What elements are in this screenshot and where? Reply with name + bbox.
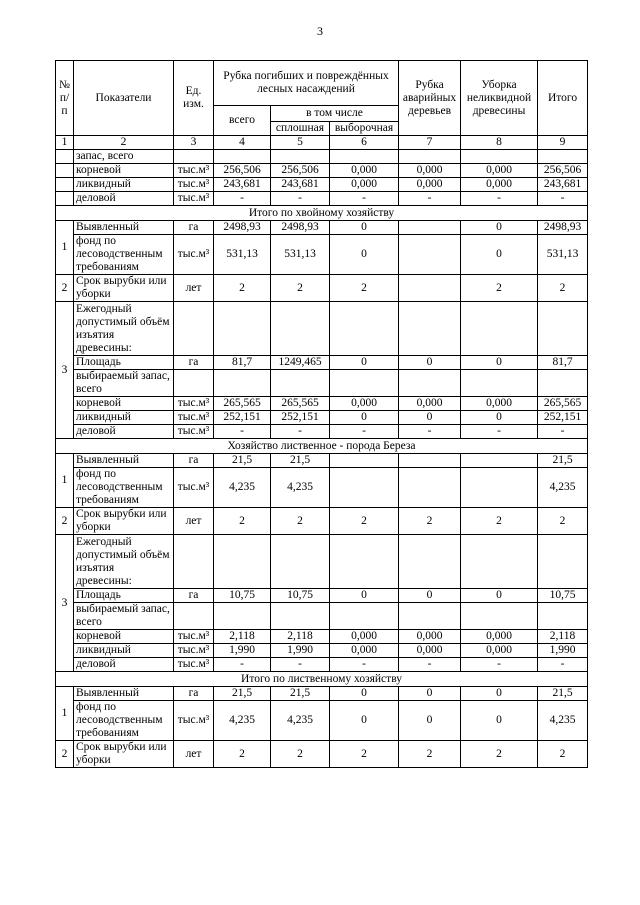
- value-cell: 1,990: [538, 644, 588, 658]
- empty-cell: [214, 603, 271, 630]
- value-cell: 81,7: [538, 356, 588, 370]
- value-cell: 2: [271, 741, 330, 768]
- value-cell: 4,235: [538, 701, 588, 741]
- unit-cell: га: [174, 589, 214, 603]
- row-number: 1: [56, 221, 74, 275]
- table-row: [56, 508, 588, 535]
- header-felling-group: Рубка погибших и повреждённых лесных насаждений: [214, 61, 399, 106]
- indicator-label: выбираемый запас, всего: [74, 603, 174, 630]
- value-cell: 0: [461, 235, 538, 275]
- value-cell: 2: [214, 508, 271, 535]
- empty-cell: [214, 370, 271, 397]
- header-num: № п/п: [56, 61, 74, 136]
- value-cell: 243,681: [271, 178, 330, 192]
- unit-cell: тыс.м³: [174, 192, 214, 206]
- value-cell: 10,75: [538, 589, 588, 603]
- table-row: [56, 356, 588, 370]
- empty-cell: [214, 150, 271, 164]
- empty-cell: [330, 150, 399, 164]
- col-number: 7: [399, 136, 461, 150]
- table-row: [56, 221, 588, 235]
- value-cell: 4,235: [214, 701, 271, 741]
- empty-cell: [330, 535, 399, 589]
- value-cell: 0: [461, 589, 538, 603]
- value-cell: 4,235: [538, 468, 588, 508]
- header-emergency: Рубка аварийных деревьев: [399, 61, 461, 136]
- value-cell: 0: [399, 356, 461, 370]
- value-cell: [461, 454, 538, 468]
- empty-cell: [56, 192, 74, 206]
- value-cell: 4,235: [271, 701, 330, 741]
- indicator-label: ликвидный: [74, 178, 174, 192]
- indicator-label: Срок вырубки или уборки: [74, 275, 174, 302]
- value-cell: -: [538, 192, 588, 206]
- value-cell: -: [461, 192, 538, 206]
- table-row: [56, 658, 588, 672]
- value-cell: -: [538, 425, 588, 439]
- value-cell: 10,75: [271, 589, 330, 603]
- value-cell: 0: [461, 687, 538, 701]
- indicator-label: корневой: [74, 397, 174, 411]
- value-cell: -: [461, 425, 538, 439]
- empty-cell: [399, 150, 461, 164]
- value-cell: 243,681: [538, 178, 588, 192]
- value-cell: 2: [461, 275, 538, 302]
- empty-cell: [399, 535, 461, 589]
- value-cell: 2: [461, 508, 538, 535]
- indicator-label: деловой: [74, 192, 174, 206]
- value-cell: 531,13: [538, 235, 588, 275]
- table-row: [56, 370, 588, 397]
- value-cell: 4,235: [214, 468, 271, 508]
- indicator-label: Ежегодный допустимый объём изъятия древесины:: [74, 535, 174, 589]
- indicator-label: Срок вырубки или уборки: [74, 741, 174, 768]
- table-row: [56, 630, 588, 644]
- value-cell: 2: [461, 741, 538, 768]
- value-cell: 0,000: [399, 178, 461, 192]
- value-cell: 0: [330, 235, 399, 275]
- section-title: Итого по лиственному хозяйству: [56, 672, 588, 687]
- unit-cell: лет: [174, 275, 214, 302]
- header-unit: Ед. изм.: [174, 61, 214, 136]
- unit-cell: тыс.м³: [174, 425, 214, 439]
- empty-cell: [271, 603, 330, 630]
- value-cell: -: [271, 192, 330, 206]
- table-row: [56, 411, 588, 425]
- forest-felling-table: [55, 60, 588, 768]
- value-cell: 21,5: [271, 687, 330, 701]
- unit-cell: га: [174, 687, 214, 701]
- value-cell: 0,000: [461, 630, 538, 644]
- value-cell: 0: [461, 411, 538, 425]
- indicator-label: Площадь: [74, 589, 174, 603]
- value-cell: 2: [538, 741, 588, 768]
- value-cell: 252,151: [538, 411, 588, 425]
- value-cell: 252,151: [214, 411, 271, 425]
- header-itogo: Итого: [538, 61, 588, 136]
- value-cell: 2: [330, 741, 399, 768]
- row-number: 1: [56, 687, 74, 741]
- value-cell: 256,506: [271, 164, 330, 178]
- empty-cell: [461, 370, 538, 397]
- value-cell: 0: [399, 411, 461, 425]
- empty-cell: [399, 302, 461, 356]
- row-number: 1: [56, 454, 74, 508]
- table-row: [56, 178, 588, 192]
- value-cell: 10,75: [214, 589, 271, 603]
- value-cell: [330, 454, 399, 468]
- header-incl: в том числе: [271, 106, 399, 122]
- section-title: Хозяйство лиственное - порода Береза: [56, 439, 588, 454]
- value-cell: -: [214, 658, 271, 672]
- indicator-label: ликвидный: [74, 411, 174, 425]
- empty-cell: [271, 370, 330, 397]
- empty-cell: [538, 535, 588, 589]
- unit-cell: тыс.м³: [174, 164, 214, 178]
- table-row: [56, 701, 588, 741]
- value-cell: 0: [461, 356, 538, 370]
- value-cell: 2: [330, 275, 399, 302]
- value-cell: 243,681: [214, 178, 271, 192]
- value-cell: 21,5: [538, 687, 588, 701]
- indicator-label: выбираемый запас, всего: [74, 370, 174, 397]
- empty-cell: [56, 164, 74, 178]
- value-cell: 1,990: [214, 644, 271, 658]
- value-cell: 0,000: [330, 397, 399, 411]
- value-cell: -: [271, 425, 330, 439]
- value-cell: 2: [399, 741, 461, 768]
- value-cell: 4,235: [271, 468, 330, 508]
- unit-cell: тыс.м³: [174, 701, 214, 741]
- value-cell: 21,5: [271, 454, 330, 468]
- indicator-label: Выявленный: [74, 454, 174, 468]
- header-total: всего: [214, 106, 271, 136]
- table-row: [56, 206, 588, 221]
- empty-cell: [271, 302, 330, 356]
- value-cell: [399, 454, 461, 468]
- value-cell: 0: [330, 589, 399, 603]
- indicator-label: Выявленный: [74, 221, 174, 235]
- indicator-label: ликвидный: [74, 644, 174, 658]
- unit-cell: га: [174, 454, 214, 468]
- header-solid: сплошная: [271, 122, 330, 136]
- value-cell: 21,5: [538, 454, 588, 468]
- table-row: [56, 397, 588, 411]
- table-row: [56, 302, 588, 356]
- value-cell: 265,565: [538, 397, 588, 411]
- value-cell: 265,565: [271, 397, 330, 411]
- empty-cell: [399, 603, 461, 630]
- table-row: [56, 454, 588, 468]
- value-cell: 265,565: [214, 397, 271, 411]
- unit-cell: тыс.м³: [174, 397, 214, 411]
- value-cell: 0: [330, 687, 399, 701]
- empty-cell: [174, 370, 214, 397]
- value-cell: 0,000: [461, 178, 538, 192]
- value-cell: 256,506: [214, 164, 271, 178]
- value-cell: 1,990: [271, 644, 330, 658]
- value-cell: [399, 221, 461, 235]
- value-cell: 2498,93: [214, 221, 271, 235]
- col-number: 2: [74, 136, 174, 150]
- unit-cell: тыс.м³: [174, 630, 214, 644]
- value-cell: 256,506: [538, 164, 588, 178]
- row-number: 2: [56, 508, 74, 535]
- empty-cell: [330, 603, 399, 630]
- table-row: [56, 687, 588, 701]
- value-cell: -: [271, 658, 330, 672]
- value-cell: 531,13: [214, 235, 271, 275]
- empty-cell: [271, 535, 330, 589]
- row-number: 3: [56, 302, 74, 439]
- col-number: 8: [461, 136, 538, 150]
- col-number: 5: [271, 136, 330, 150]
- value-cell: [461, 468, 538, 508]
- value-cell: 0: [330, 411, 399, 425]
- empty-cell: [538, 603, 588, 630]
- indicator-label: Площадь: [74, 356, 174, 370]
- unit-cell: тыс.м³: [174, 644, 214, 658]
- unit-cell: тыс.м³: [174, 235, 214, 275]
- section-title: Итого по хвойному хозяйству: [56, 206, 588, 221]
- value-cell: -: [538, 658, 588, 672]
- indicator-label: корневой: [74, 164, 174, 178]
- col-number: 4: [214, 136, 271, 150]
- value-cell: 2: [399, 508, 461, 535]
- value-cell: 0: [399, 701, 461, 741]
- empty-cell: [461, 150, 538, 164]
- empty-cell: [399, 370, 461, 397]
- row-number: 3: [56, 535, 74, 672]
- value-cell: -: [399, 658, 461, 672]
- value-cell: 21,5: [214, 454, 271, 468]
- value-cell: 0: [461, 221, 538, 235]
- indicator-label: деловой: [74, 658, 174, 672]
- value-cell: 2: [271, 275, 330, 302]
- empty-cell: [330, 370, 399, 397]
- empty-cell: [461, 603, 538, 630]
- value-cell: 81,7: [214, 356, 271, 370]
- table-row: [56, 589, 588, 603]
- value-cell: 1249,465: [271, 356, 330, 370]
- value-cell: [330, 468, 399, 508]
- table-row: [56, 275, 588, 302]
- empty-cell: [174, 603, 214, 630]
- empty-cell: [271, 150, 330, 164]
- empty-cell: [56, 150, 74, 164]
- value-cell: 0,000: [330, 164, 399, 178]
- empty-cell: [538, 302, 588, 356]
- value-cell: 0,000: [330, 630, 399, 644]
- unit-cell: тыс.м³: [174, 658, 214, 672]
- value-cell: 252,151: [271, 411, 330, 425]
- indicator-label: запас, всего: [74, 150, 174, 164]
- value-cell: -: [330, 658, 399, 672]
- value-cell: 2: [538, 275, 588, 302]
- value-cell: 21,5: [214, 687, 271, 701]
- value-cell: 0,000: [330, 644, 399, 658]
- row-number: 2: [56, 741, 74, 768]
- unit-cell: тыс.м³: [174, 411, 214, 425]
- indicator-label: фонд по лесоводственным требованиям: [74, 235, 174, 275]
- table-row: [56, 425, 588, 439]
- value-cell: -: [214, 425, 271, 439]
- indicator-label: Ежегодный допустимый объём изъятия древесины:: [74, 302, 174, 356]
- value-cell: 2: [214, 275, 271, 302]
- table-row: [56, 468, 588, 508]
- indicator-label: Выявленный: [74, 687, 174, 701]
- value-cell: 2498,93: [271, 221, 330, 235]
- value-cell: 0: [330, 356, 399, 370]
- value-cell: 0: [399, 687, 461, 701]
- value-cell: 0,000: [461, 644, 538, 658]
- header-selective: выборочная: [330, 122, 399, 136]
- unit-cell: лет: [174, 741, 214, 768]
- table-row: [56, 192, 588, 206]
- value-cell: 2: [330, 508, 399, 535]
- value-cell: 2: [538, 508, 588, 535]
- value-cell: -: [214, 192, 271, 206]
- value-cell: 0: [330, 701, 399, 741]
- value-cell: 0,000: [399, 644, 461, 658]
- value-cell: 531,13: [271, 235, 330, 275]
- value-cell: -: [399, 425, 461, 439]
- unit-cell: лет: [174, 508, 214, 535]
- value-cell: 0,000: [399, 630, 461, 644]
- value-cell: 2,118: [538, 630, 588, 644]
- indicator-label: деловой: [74, 425, 174, 439]
- empty-cell: [461, 535, 538, 589]
- table-row: [56, 644, 588, 658]
- value-cell: -: [399, 192, 461, 206]
- value-cell: -: [461, 658, 538, 672]
- empty-cell: [174, 302, 214, 356]
- value-cell: 2: [214, 741, 271, 768]
- table-row: [56, 150, 588, 164]
- table-row: [56, 164, 588, 178]
- header-indicators: Показатели: [74, 61, 174, 136]
- page-number: 3: [317, 24, 323, 38]
- col-number: 3: [174, 136, 214, 150]
- empty-cell: [214, 302, 271, 356]
- unit-cell: тыс.м³: [174, 468, 214, 508]
- col-number: 9: [538, 136, 588, 150]
- header-cleanup: Уборка неликвидной древесины: [461, 61, 538, 136]
- table-row: [56, 603, 588, 630]
- unit-cell: тыс.м³: [174, 178, 214, 192]
- table-row: [56, 439, 588, 454]
- value-cell: 0,000: [461, 164, 538, 178]
- value-cell: 0,000: [399, 397, 461, 411]
- table-row: [56, 235, 588, 275]
- indicator-label: Срок вырубки или уборки: [74, 508, 174, 535]
- unit-cell: га: [174, 221, 214, 235]
- value-cell: -: [330, 425, 399, 439]
- value-cell: 0: [330, 221, 399, 235]
- empty-cell: [214, 535, 271, 589]
- value-cell: 2,118: [271, 630, 330, 644]
- value-cell: [399, 235, 461, 275]
- table-row: [56, 741, 588, 768]
- indicator-label: фонд по лесоводственным требованиям: [74, 701, 174, 741]
- value-cell: 2,118: [214, 630, 271, 644]
- value-cell: 0,000: [399, 164, 461, 178]
- table-row: [56, 535, 588, 589]
- unit-cell: га: [174, 356, 214, 370]
- value-cell: -: [330, 192, 399, 206]
- value-cell: 0: [461, 701, 538, 741]
- value-cell: 0: [399, 589, 461, 603]
- value-cell: 2: [271, 508, 330, 535]
- value-cell: 2498,93: [538, 221, 588, 235]
- value-cell: 0,000: [461, 397, 538, 411]
- value-cell: [399, 275, 461, 302]
- value-cell: [399, 468, 461, 508]
- table-row: [56, 672, 588, 687]
- empty-cell: [538, 150, 588, 164]
- value-cell: 0,000: [330, 178, 399, 192]
- col-number: 6: [330, 136, 399, 150]
- empty-cell: [174, 150, 214, 164]
- empty-cell: [538, 370, 588, 397]
- empty-cell: [461, 302, 538, 356]
- indicator-label: корневой: [74, 630, 174, 644]
- empty-cell: [56, 178, 74, 192]
- empty-cell: [174, 535, 214, 589]
- row-number: 2: [56, 275, 74, 302]
- empty-cell: [330, 302, 399, 356]
- indicator-label: фонд по лесоводственным требованиям: [74, 468, 174, 508]
- col-number: 1: [56, 136, 74, 150]
